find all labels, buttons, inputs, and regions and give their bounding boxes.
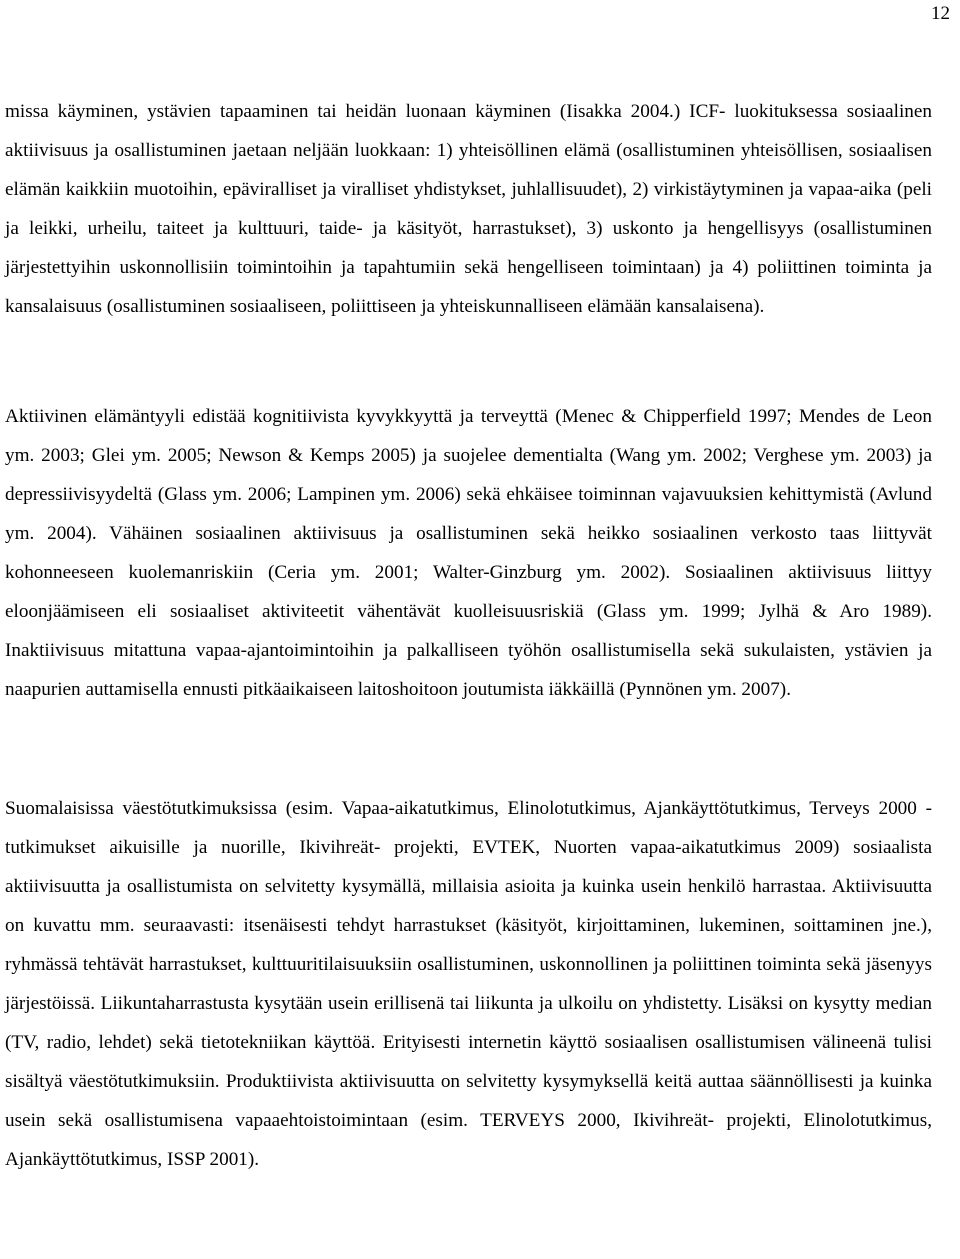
- page-number: 12: [931, 3, 950, 24]
- paragraph-population-studies: Suomalaisissa väestötutkimuksissa (esim. Vapaa-aikatutkimus, Elinolotutkimus, Ajankäyttötutkimus, Terveys 2000 -tutkimukset aikuisille ja nuorille, Ikivihreät- projekti, EVTEK, Nuorten vapaa-aikatutkimus 2009) sosiaalista aktiivisuutta ja osallistumista on selvitetty kysymällä, millaisia asioita ja kuinka usein henkilö harrastaa. Aktiivisuutta on kuvattu mm. seuraavasti: itsenäisesti tehdyt harrastukset (käsityöt, kirjoittaminen, lukeminen, soittaminen jne.), ryhmässä tehtävät harrastukset, kulttuuritilaisuuksiin osallistuminen, uskonnollinen ja poliittinen toiminta sekä jäsenyys järjestöissä. Liikuntaharrastusta kysytään usein erillisenä tai liikunta ja ulkoilu on yhdistetty. Lisäksi on kysytty median (TV, radio, lehdet) sekä tietotekniikan käyttöä. Erityisesti internetin käyttö sosiaalisen osallistumisen välineenä tulisi sisältyä väestötutkimuksiin. Produktiivista aktiivisuutta on selvitetty kysymyksellä keitä auttaa säännöllisesti ja kuinka usein sekä osallistumisena vapaaehtoistoimintaan (esim. TERVEYS 2000, Ikivihreät- projekti, Elinolotutkimus, Ajankäyttötutkimus, ISSP 2001).: [5, 798, 932, 1170]
- paragraph-icf-classification: missa käyminen, ystävien tapaaminen tai heidän luonaan käyminen (Iisakka 2004.) ICF- luokituksessa sosiaalinen aktiivisuus ja osallistuminen jaetaan neljään luokkaan: 1) yhteisöllinen elämä (osallistuminen yhteisöllisen, sosiaalisen elämän kaikkiin muotoihin, epäviralliset ja viralliset yhdistykset, juhlallisuudet), 2) virkistäytyminen ja vapaa-aika (peli ja leikki, urheilu, taiteet ja kulttuuri, taide- ja käsityöt, harrastukset), 3) uskonto ja hengellisyys (osallistuminen järjestettyihin uskonnollisiin toimintoihin ja tapahtumiin sekä hengelliseen toimintaan) ja 4) poliittinen toiminta ja kansalaisuus (osallistuminen sosiaaliseen, poliittiseen ja yhteiskunnalliseen elämään kansalaisena).: [5, 101, 932, 317]
- paragraph-active-lifestyle: Aktiivinen elämäntyyli edistää kognitiivista kyvykkyyttä ja terveyttä (Menec & Chipperfield 1997; Mendes de Leon ym. 2003; Glei ym. 2005; Newson & Kemps 2005) ja suojelee dementialta (Wang ym. 2002; Verghese ym. 2003) ja depressiivisyydeltä (Glass ym. 2006; Lampinen ym. 2006) sekä ehkäisee toiminnan vajavuuksien kehittymistä (Avlund ym. 2004). Vähäinen sosiaalinen aktiivisuus ja osallistuminen sekä heikko sosiaalinen verkosto taas liittyvät kohonneeseen kuolemanriskiin (Ceria ym. 2001; Walter-Ginzburg ym. 2002). Sosiaalinen aktiivisuus liittyy eloonjäämiseen eli sosiaaliset aktiviteetit vähentävät kuolleisuusriskiä (Glass ym. 1999; Jylhä & Aro 1989). Inaktiivisuus mitattuna vapaa-ajantoimintoihin ja palkalliseen työhön osallistumisella sekä sukulaisten, ystävien ja naapurien auttamisella ennusti pitkäaikaiseen laitoshoitoon joutumista iäkkäillä (Pynnönen ym. 2007).: [5, 406, 932, 700]
